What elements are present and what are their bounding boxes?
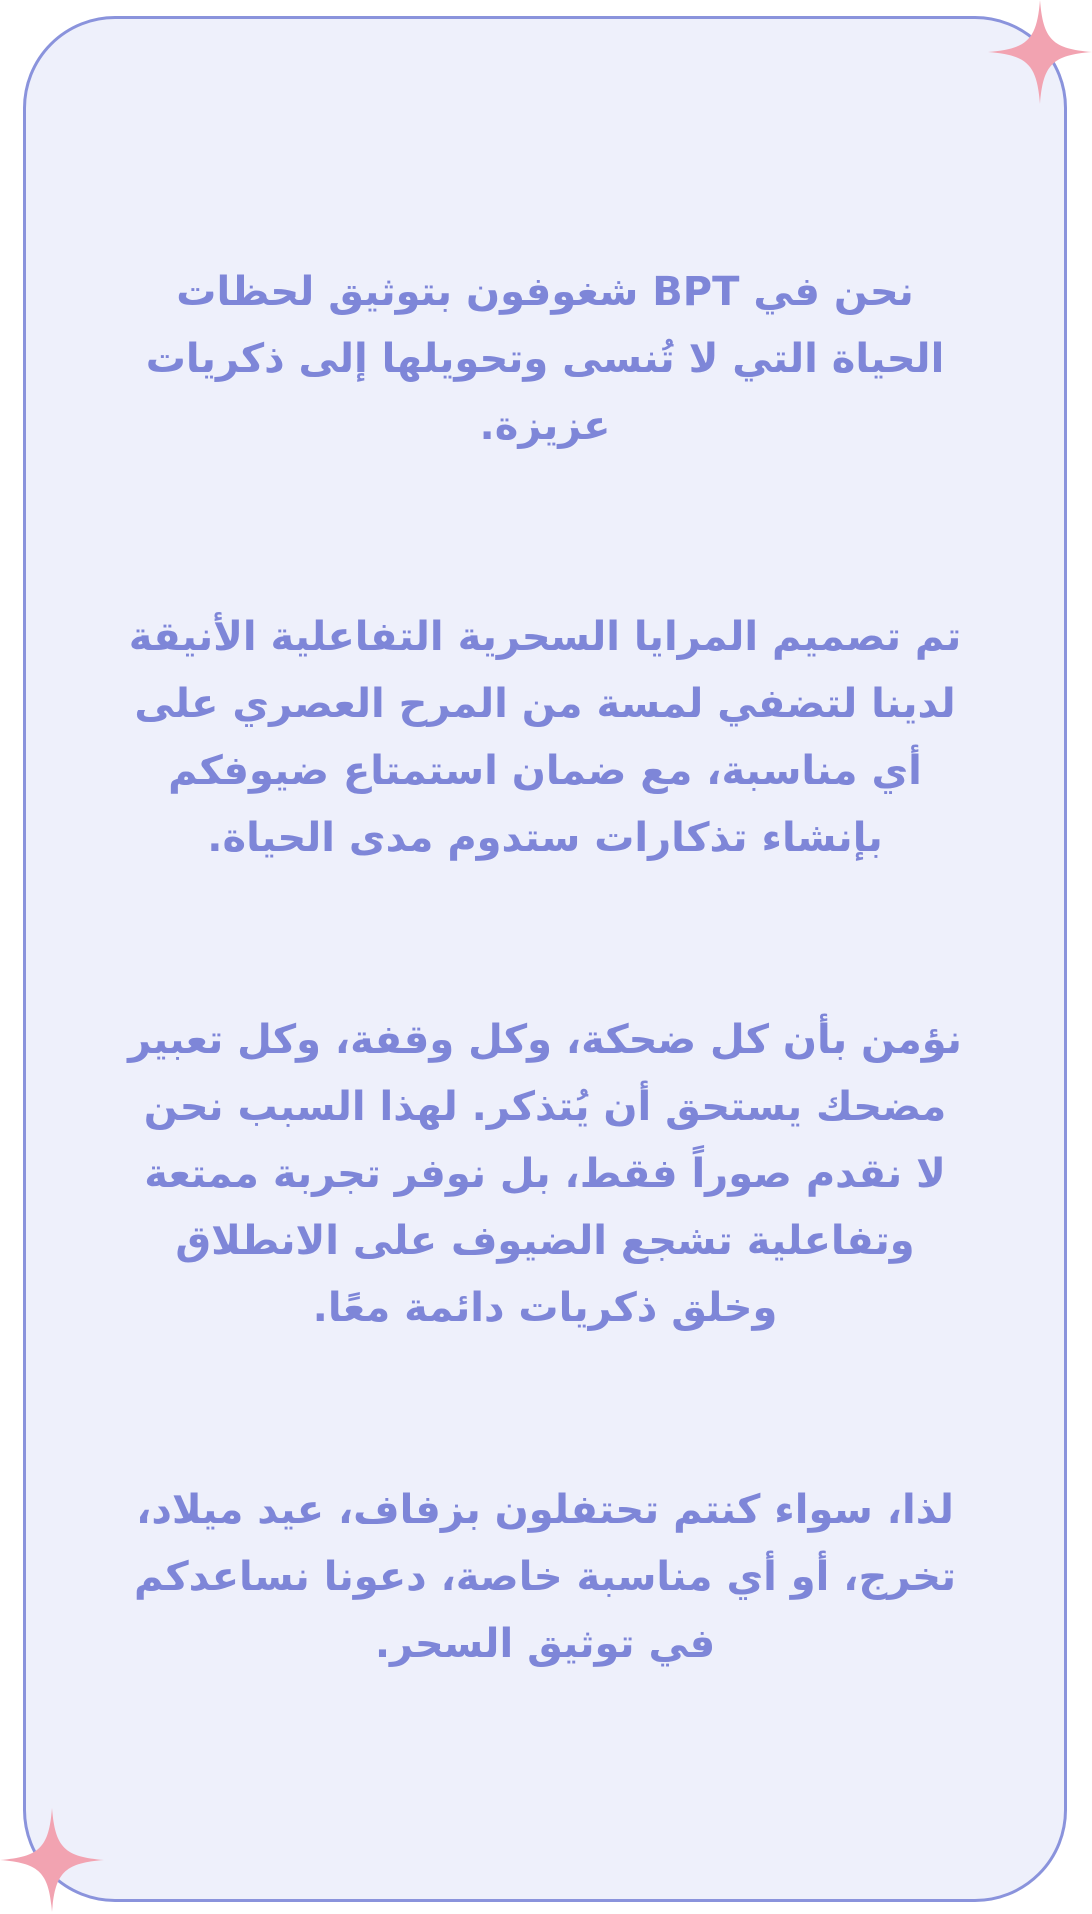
card-content	[26, 19, 1064, 1899]
intro-paragraph: نحن في BPT شغوفون بتوثيق لحظات الحياة التي لا تُنسى وتحويلها إلى ذكريات عزيزة.	[145, 269, 945, 449]
mirrors-paragraph: تم تصميم المرايا السحرية التفاعلية الأنيقة لدينا لتضفي لمسة من المرح العصري على أي مناسبة، مع ضمان استمتاع ضيوفكم بإنشاء تذكارات ستدوم مدى الحياة.	[128, 614, 962, 861]
sparkle-bottom-left-icon	[0, 1808, 104, 1912]
closing-paragraph: لذا، سواء كنتم تحتفلون بزفاف، عيد ميلاد، تخرج، أو أي مناسبة خاصة، دعونا نساعدكم في توثيق السحر.	[133, 1487, 956, 1667]
belief-paragraph: نؤمن بأن كل ضحكة، وكل وقفة، وكل تعبير مضحك يستحق أن يُتذكر. لهذا السبب نحن لا نقدم صوراً فقط، بل نوفر تجربة ممتعة وتفاعلية تشجع الضيوف على الانطلاق وخلق ذكريات دائمة معًا.	[128, 1017, 962, 1331]
sparkle-top-right-icon	[988, 0, 1092, 104]
content-card	[23, 16, 1067, 1902]
